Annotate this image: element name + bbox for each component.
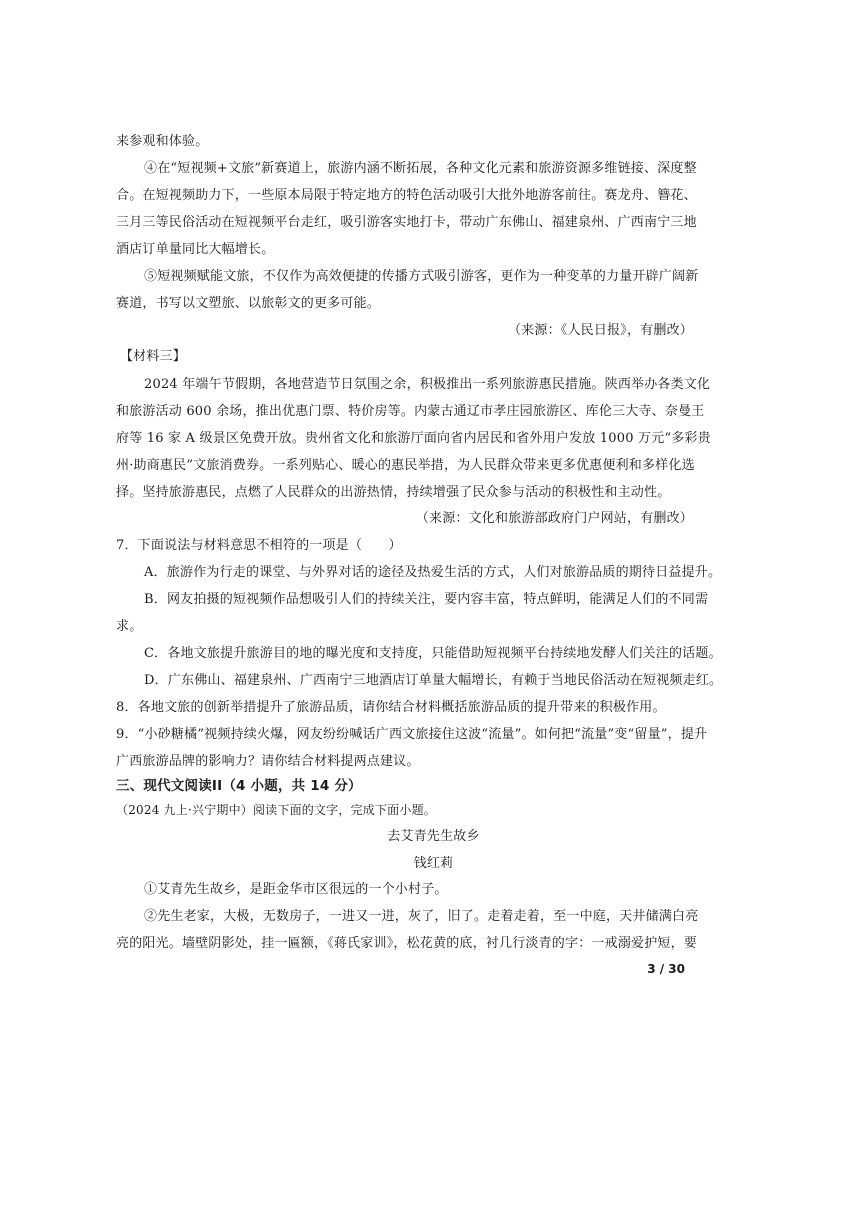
question-9-cont: 广西旅游品牌的影响力？请你结合材料提两点建议。 <box>116 754 420 769</box>
section-title: 三、现代文阅读II（4 小题，共 14 分） <box>116 778 362 794</box>
option-a: A．旅游作为行走的课堂、与外界对话的途径及热爱生活的方式，人们对旅游品质的期待日益提升。 <box>144 565 722 580</box>
question-8: 8．各地文旅的创新举措提升了旅游品质，请你结合材料概括旅游品质的提升带来的积极作用。 <box>116 700 666 715</box>
source-note: （来源：文化和旅游部政府门户网站，有删改） <box>415 511 693 526</box>
text-line: 亮的阳光。墙壁阴影处，挂一匾额，《蒋氏家训》，松花黄的底，衬几行淡青的字：一戒溺爱护短，要 <box>116 936 698 951</box>
reading-instruction: （2024 九上·兴宁期中）阅读下面的文字，完成下面小题。 <box>116 803 436 817</box>
text-line: 和旅游活动 600 余场，推出优惠门票、特价房等。内蒙古通辽市孝庄园旅游区、库伦三大寺、奈曼王 <box>116 404 705 419</box>
text-line: 三月三等民俗活动在短视频平台走红，吸引游客实地打卡，带动广东佛山、福建泉州、广西南宁三地 <box>116 215 697 230</box>
source-note: （来源：《人民日报》，有删改） <box>507 323 693 338</box>
article-author: 钱红莉 <box>413 856 454 871</box>
text-line: 合。在短视频助力下，一些原本局限于特定地方的特色活动吸引大批外地游客前往。赛龙舟、簪花、 <box>116 188 697 203</box>
text-line: ①艾青先生故乡，是距金华市区很远的一个小村子。 <box>144 882 448 897</box>
option-d: D．广东佛山、福建泉州、广西南宁三地酒店订单量大幅增长，有赖于当地民俗活动在短视频走红。 <box>144 673 723 688</box>
text-line: 来参观和体验。 <box>116 134 209 149</box>
text-line: ⑤短视频赋能文旅，不仅作为高效便捷的传播方式吸引游客，更作为一种变革的力量开辟广阔新 <box>144 269 699 284</box>
option-b-cont: 求。 <box>116 619 143 634</box>
page-number: 3 / 30 <box>647 962 685 976</box>
option-c: C．各地文旅提升旅游目的地的曝光度和支持度，只能借助短视频平台持续地发酵人们关注的话题。 <box>144 646 722 661</box>
question-7: 7．下面说法与材料意思不相符的一项是（ ） <box>116 538 402 553</box>
text-line: 赛道，书写以文塑旅、以旅彰文的更多可能。 <box>116 296 381 311</box>
section-heading: 【材料三】 <box>120 349 187 364</box>
text-line: 择。坚持旅游惠民，点燃了人民群众的出游热情，持续增强了民众参与活动的积极性和主动性。 <box>116 485 671 500</box>
text-line: ④在“短视频+文旅”新赛道上，旅游内涵不断拓展，各种文化元素和旅游资源多维链接、深度整 <box>144 161 697 176</box>
text-line: 2024 年端午节假期，各地营造节日氛围之余，积极推出一系列旅游惠民措施。陕西举办各类文化 <box>144 377 711 392</box>
text-line: ②先生老家，大极，无数房子，一进又一进，灰了，旧了。走着走着，至一中庭，天井储满白亮 <box>144 909 699 924</box>
text-line: 酒店订单量同比大幅增长。 <box>116 242 275 257</box>
text-line: 州·助商惠民”文旅消费券。一系列贴心、暖心的惠民举措，为人民群众带来更多优惠便利和多样化选 <box>116 458 695 473</box>
question-9: 9．“小砂糖橘”视频持续火爆，网友纷纷喊话广西文旅接住这波“流量”。如何把“流量”变“留量”，提升 <box>116 727 708 742</box>
article-title: 去艾青先生故乡 <box>387 829 480 844</box>
option-b: B．网友拍摄的短视频作品想吸引人们的持续关注，要内容丰富，特点鲜明，能满足人们的不同需 <box>144 592 709 607</box>
text-line: 府等 16 家 A 级景区免费开放。贵州省文化和旅游厅面向省内居民和省外用户发放 1000 万元“多彩贵 <box>116 431 711 446</box>
